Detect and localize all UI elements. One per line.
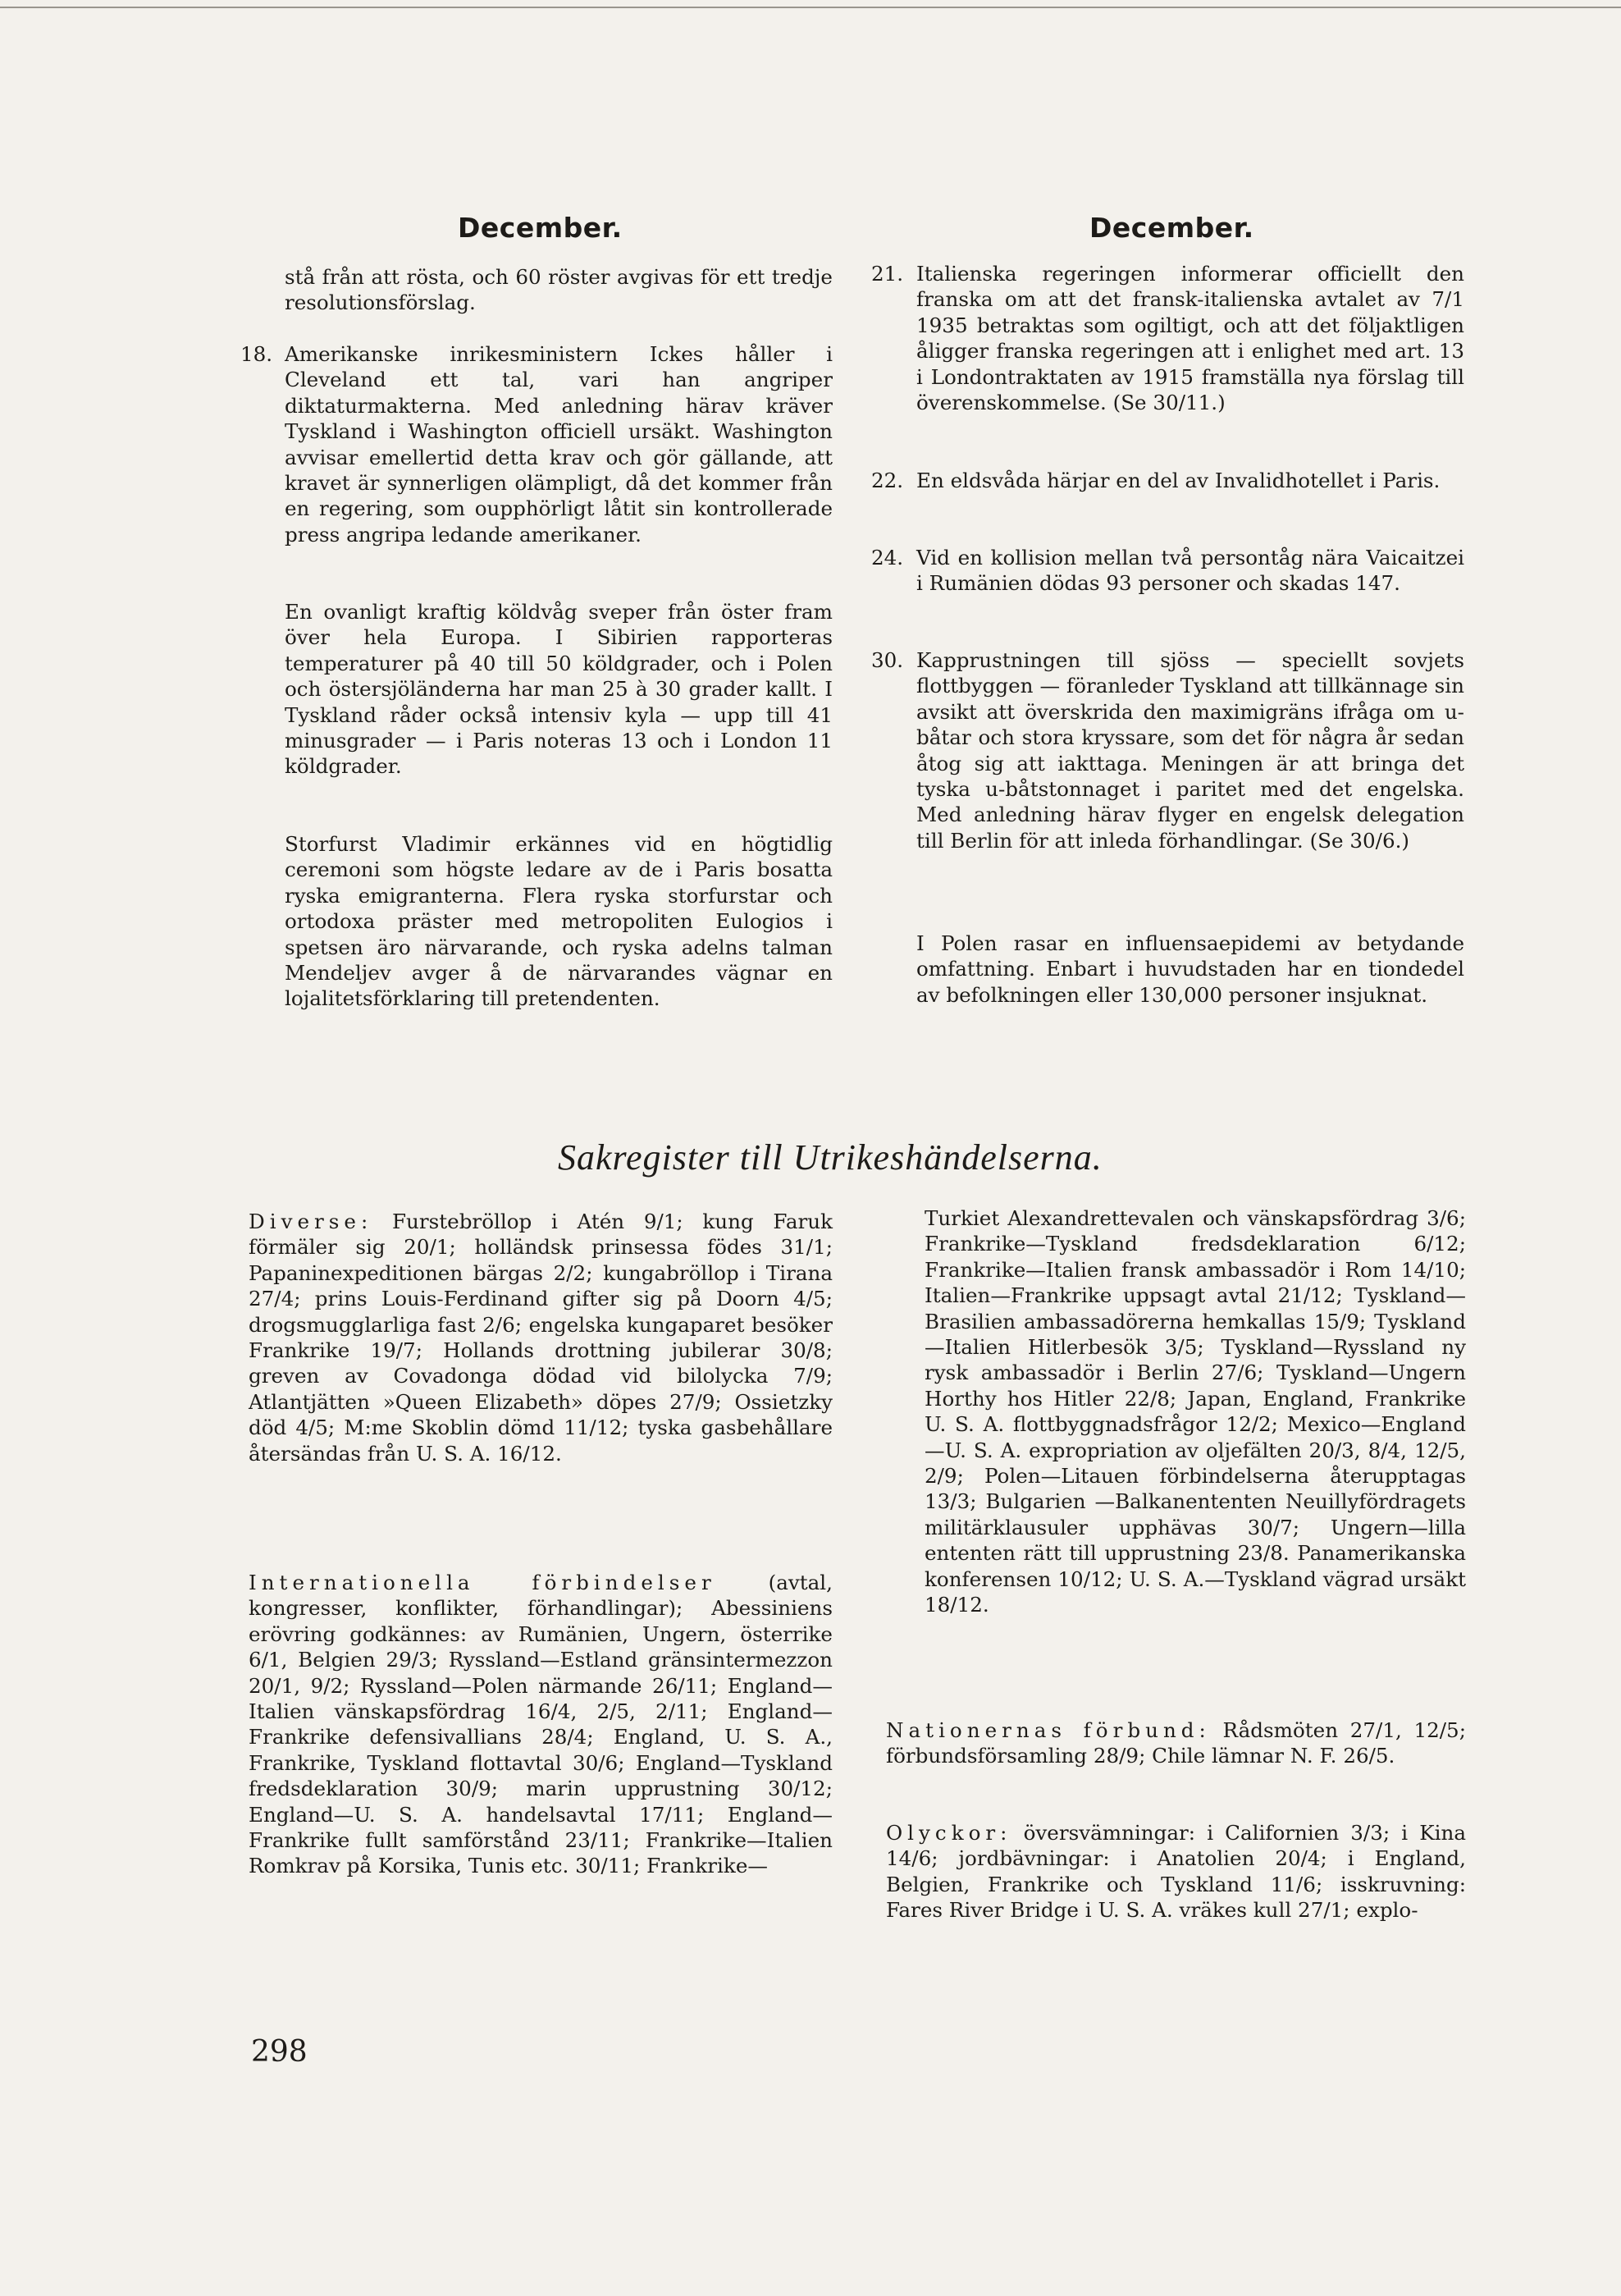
entry-30-number: 30. [871,648,904,672]
register-internationella-text: (avtal, kongresser, konflikter, förhandlingar); Abessiniens erövring godkännes: av Rumänien, Ungern, österrike 6/1, Belgien 29/3; Ryssland—Estland gränsintermezzon 20/1, 9/2; Ryssland—Polen närmande 26/11; England—Italien vänskapsfördrag 16/4, 2/5, 2/11; England—Frankrike defensivallians 28/4; England, U. S. A., Frankrike, Tyskland flottavtal 30/6; England—Tyskland fredsdeklaration 30/9; marin upprustning 30/12; England—U. S. A. handelsavtal 17/11; England—Frankrike fullt samförstånd 23/11; Frankrike—Italien Romkrav på Korsika, Tunis etc. 30/11; Frankrike— [249,1571,833,1878]
register-internationella-heading: Internationella förbindelser [249,1571,716,1594]
entry-24-number: 24. [871,546,904,569]
entry-18-number: 18. [240,342,273,366]
continued-paragraph: stå från att rösta, och 60 röster avgivas för ett tredje resolutionsförslag. [285,265,833,315]
register-title: Sakregister till Utrikeshändelserna. [558,1137,1103,1178]
top-border-line [0,7,1621,8]
register-diverse [249,1209,833,1466]
entry-24-text: Vid en kollision mellan två persontåg nära Vaicaitzei i Rumänien dödas 93 personer och skadas 147. [916,546,1464,596]
register-olyckor-text: översvämningar: i Californien 3/3; i Kina 14/6; jordbävningar: i Anatolien 20/4; i England, Belgien, Frankrike och Tyskland 11/6; isskruvning: Fares River Bridge i U. S. A. vräkes kull 27/1; explo- [886,1821,1466,1923]
register-olyckor-heading: Olyckor: [886,1821,1012,1845]
paragraph-polen: I Polen rasar en influensaepidemi av betydande omfattning. Enbart i huvudstaden har en tiondedel av befolkningen eller 130,000 personer insjuknat. [916,931,1464,1007]
entry-18-text: Amerikanske inrikesministern Ickes håller i Cleveland ett tal, vari han angriper diktaturmakterna. Med anledning härav kräver Tyskland i Washington officiell ursäkt. Washington avvisar emellertid detta krav och gör gällande, att kravet är synnerligen olämpligt, då det kommer från en regering, som oupphörligt låtit sin kontrollerade press angripa ledande amerikaner. [285,342,833,547]
entry-21-number: 21. [871,262,904,286]
entry-22-number: 22. [871,469,904,492]
right-column-header: December. [1089,212,1254,244]
register-internationella [249,1570,833,1879]
paragraph-storfurst: Storfurst Vladimir erkännes vid en högtidlig ceremoni som högste ledare av de i Paris bosatta ryska emigranterna. Flera ryska storfurstar och ortodoxa präster med metropoliten Eulogios i spetsen äro närvarande, och ryska adelns talman Mendeljev avger å de närvarandes vägnar en lojalitetsförklaring till pretendenten. [285,832,833,1011]
register-diverse-text: Furstebröllop i Atén 9/1; kung Faruk förmäler sig 20/1; holländsk prinsessa födes 31/1; Papaninexpeditionen bärgas 2/2; kungabröllop i Tirana 27/4; prins Louis-Ferdinand gifter sig på Doorn 4/5; drogsmugglarliga fast 2/6; engelska kungaparet besöker Frankrike 19/7; Hollands drottning jubilerar 30/8; greven av Covadonga dödad vid bilolycka 7/9; Atlantjätten »Queen Elizabeth» döpes 27/9; Ossietzky död 4/5; M:me Skoblin dömd 11/12; tyska gasbehållare återsändas från U. S. A. 16/12. [249,1210,833,1466]
register-internationella-continued: Turkiet Alexandrettevalen och vänskapsfördrag 3/6; Frankrike—Tyskland fredsdeklaration 6/12; Frankrike—Italien fransk ambassadör i Rom 14/10; Italien—Frankrike uppsagt avtal 21/12; Tyskland—Brasilien ambassadörerna hemkallas 15/9; Tyskland—Italien Hitlerbesök 3/5; Tyskland—Ryssland ny rysk ambassadör i Berlin 27/6; Tyskland—Ungern Horthy hos Hitler 22/8; Japan, England, Frankrike U. S. A. flottbyggnadsfrågor 12/2; Mexico—England—U. S. A. expropriation av oljefälten 20/3, 8/4, 12/5, 2/9; Polen—Litauen förbindelserna återupptagas 13/3; Bulgarien —Balkanententen Neuillyfördragets militärklausuler upphävas 30/7; Ungern—lilla ententen rätt till upprustning 23/8. Panamerikanska konferensen 10/12; U. S. A.—Tyskland vägrad ursäkt 18/12. [925,1206,1466,1617]
entry-30-text: Kapprustningen till sjöss — speciellt sovjets flottbyggen — föranleder Tyskland att tillkännage sin avsikt att överskrida den maximigräns ifråga om u-båtar och stora kryssare, som det för några år sedan åtog sig att iakttaga. Meningen är att bringa det tyska u-båtstonnaget i paritet med det engelska. Med anledning härav flyger en engelsk delegation till Berlin för att inleda förhandlingar. (Se 30/6.) [916,648,1464,853]
register-nf-heading: Nationernas förbund: [886,1718,1211,1742]
left-column-header: December. [458,212,623,244]
paragraph-koldvag: En ovanligt kraftig köldvåg sveper från öster fram över hela Europa. I Sibirien rapporteras temperaturer på 40 till 50 köldgrader, och i Polen och östersjöländerna har man 25 à 30 grader kallt. I Tyskland råder också intensiv kyla — upp till 41 minusgrader — i Paris noteras 13 och i London 11 köldgrader. [285,600,833,779]
register-nf-text: Rådsmöten 27/1, 12/5; förbundsförsamling 28/9; Chile lämnar N. F. 26/5. [886,1718,1466,1768]
register-nationernas-forbund [886,1717,1466,1769]
register-olyckor [886,1820,1466,1923]
entry-21-text: Italienska regeringen informerar officiellt den franska om att det fransk-italienska avtalet av 7/1 1935 betraktas som ogiltigt, och att det följaktligen åligger franska regeringen att i enlighet med art. 13 i Londontraktaten av 1915 framställa nya förslag till överenskommelse. (Se 30/11.) [916,262,1464,415]
page-number: 298 [251,2035,308,2069]
register-diverse-heading: Diverse: [249,1210,373,1233]
entry-22-text: En eldsvåda härjar en del av Invalidhotellet i Paris. [916,469,1441,492]
